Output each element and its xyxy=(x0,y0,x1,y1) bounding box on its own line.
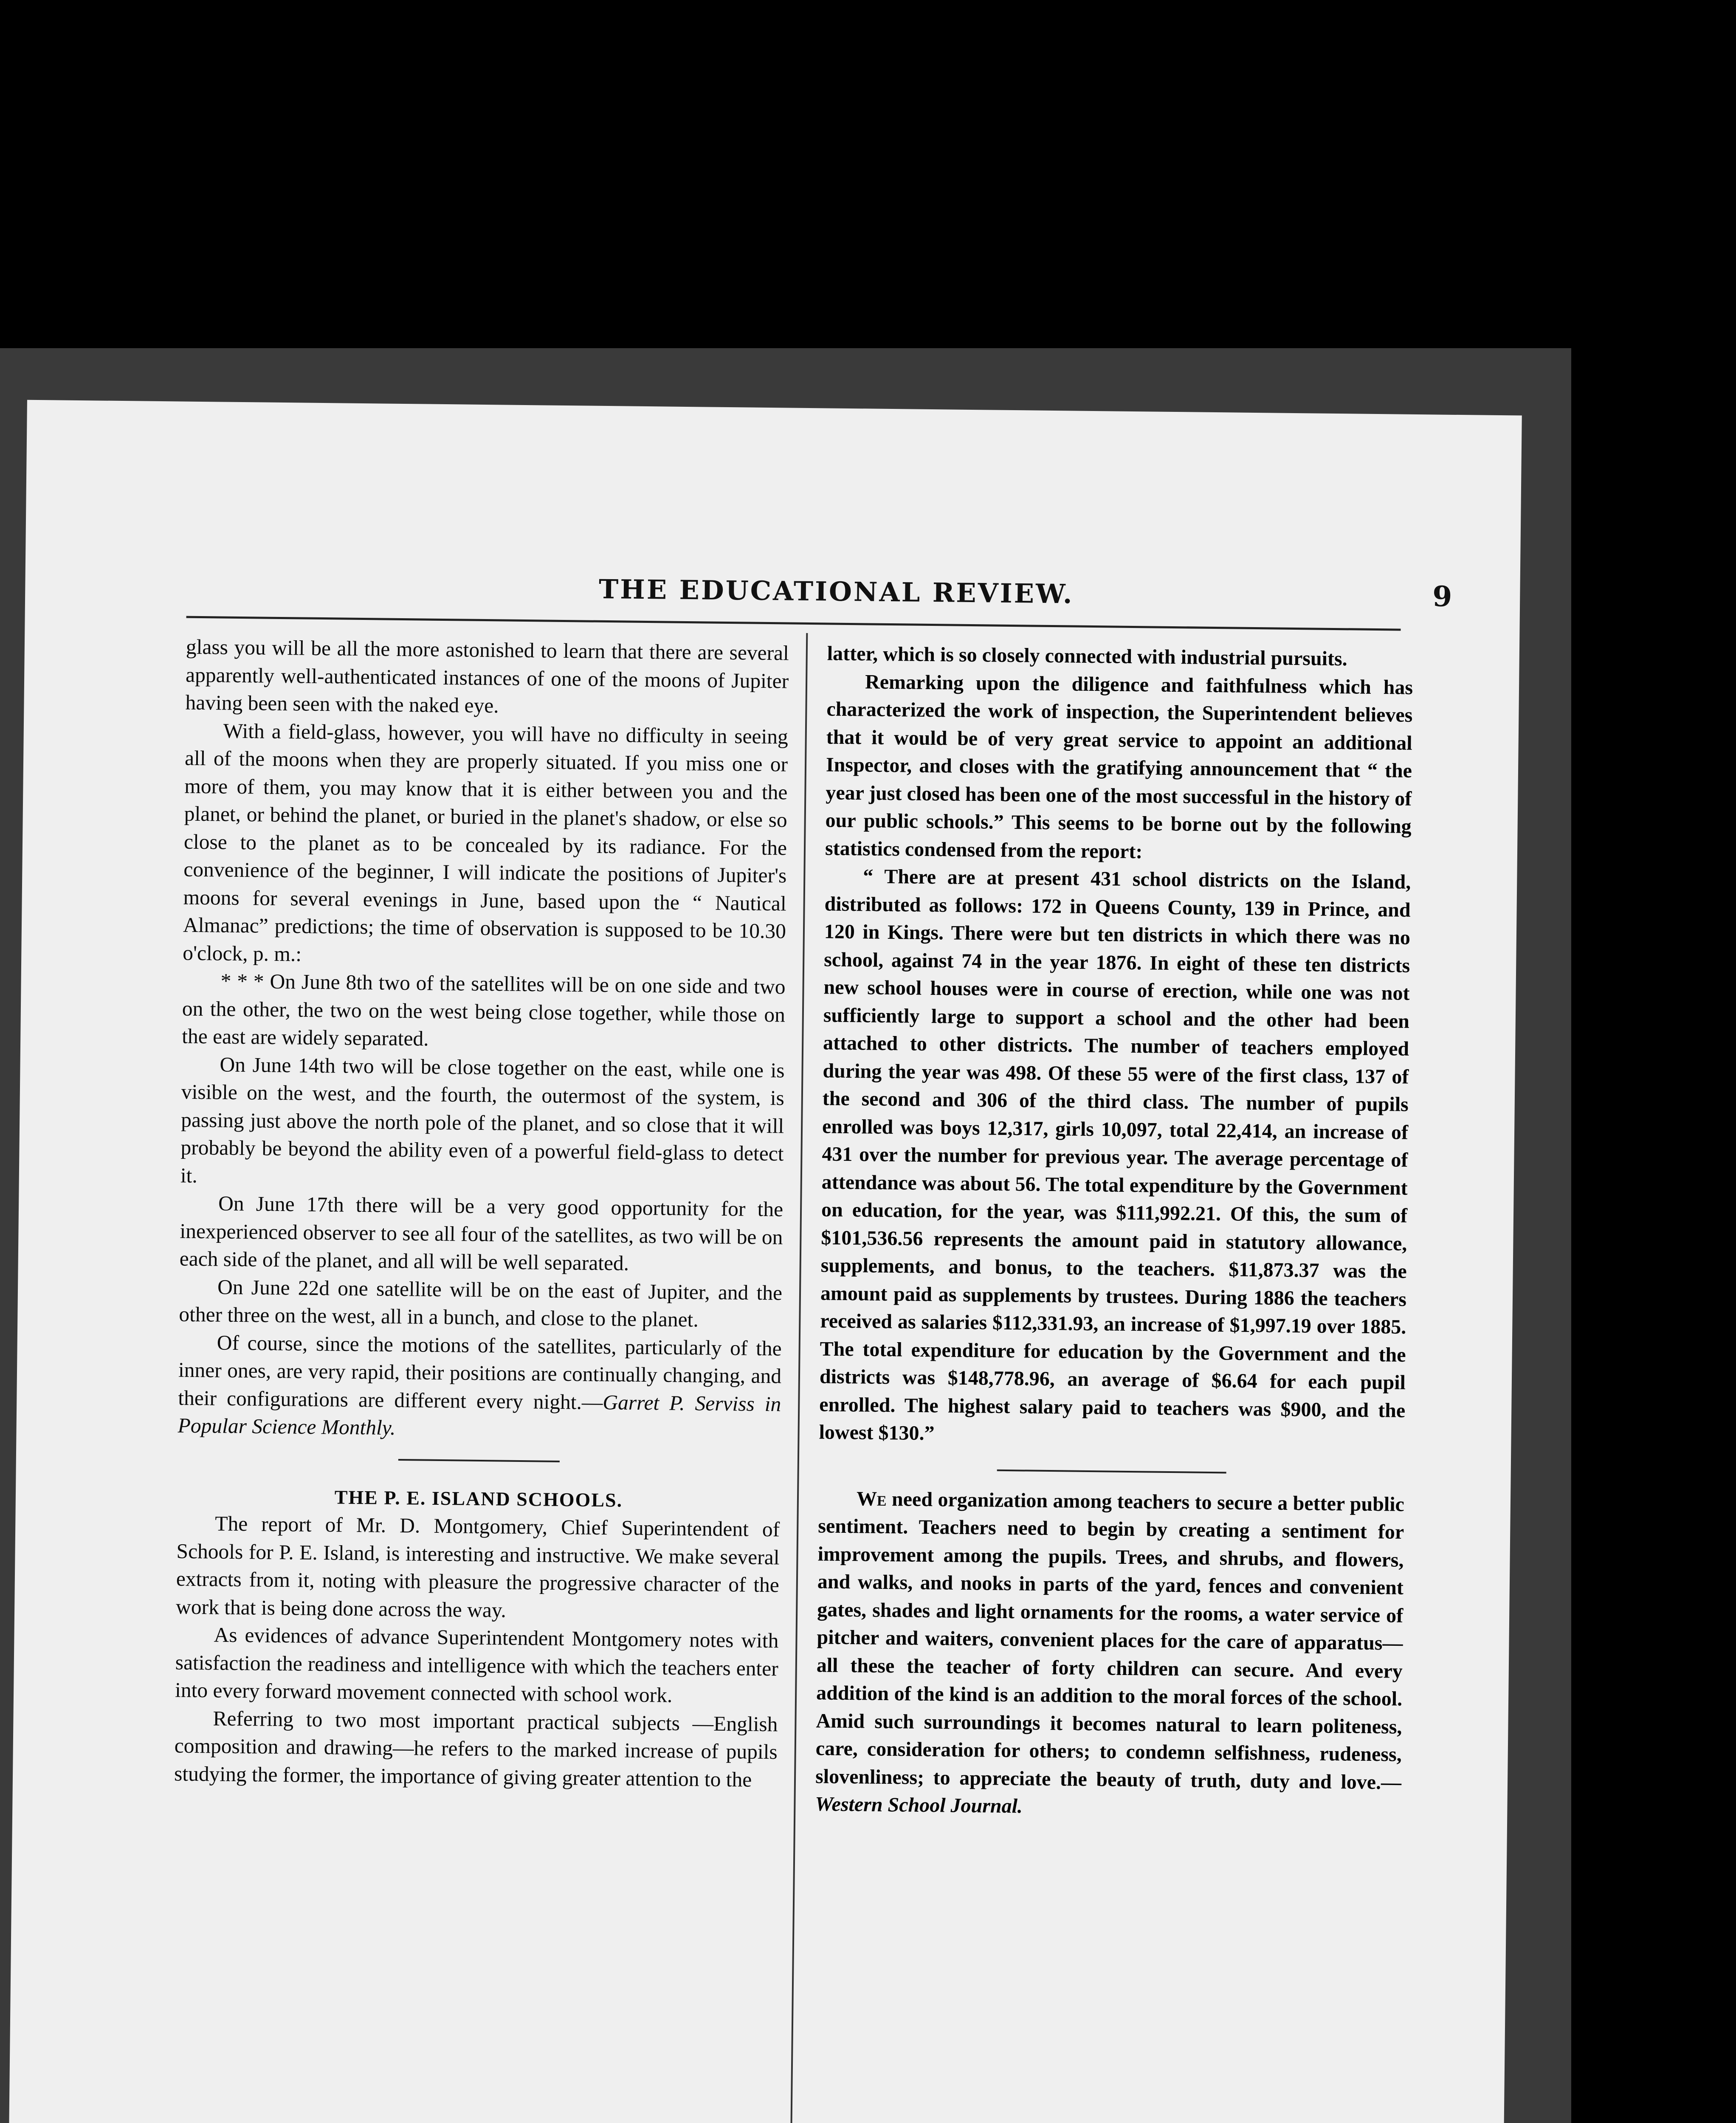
lead-word: We xyxy=(856,1487,887,1510)
paragraph: On June 22d one satellite will be on the east of Jupiter, and the other three on the west, all in a bunch, and close to the planet. xyxy=(179,1275,783,1332)
column-divider xyxy=(789,633,808,2123)
section-heading: THE P. E. ISLAND SCHOOLS. xyxy=(334,1486,623,1511)
attribution: Western School Journal. xyxy=(815,1793,1023,1818)
paragraph: The report of Mr. D. Montgomery, Chief Superintendent of Schools for P. E. Island, is interesting and instructive. We make several extracts from it, noting with pleasure the progressive character of the work that is being done across the way. xyxy=(175,1512,780,1622)
paragraph: On June 17th there will be a very good opportunity for the inexperienced observer to see all four of the satellites, as two will be on each side of the planet, and all will be well separated. xyxy=(179,1191,783,1275)
section-rule xyxy=(997,1469,1226,1473)
paragraph: Remarking upon the diligence and faithfulness which has characterized the work of inspection, the Superintendent believes that it would be of very great service to appoint an additional Inspector, and closes with the gratifying announcement that “ the year just closed has been one of the most successful in the history of our public schools.” This seems to be borne out by the following statistics condensed from the report: xyxy=(825,670,1413,863)
document-page xyxy=(7,400,1522,2123)
paragraph-text: Of course, since the motions of the satellites, particularly of the inner ones, are very rapid, their positions are continually changing, and their configurations are different every night.— xyxy=(178,1330,782,1414)
journal-title: THE EDUCATIONAL REVIEW. xyxy=(598,573,1074,610)
paragraph: latter, which is so closely connected with industrial pursuits. xyxy=(827,642,1348,670)
paragraph: On June 14th two will be close together on the east, while one is visible on the west, and the fourth, the outermost of the system, is passing just above the north pole of the planet, and so close that it will probably be beyond the ability even of a powerful field-glass to detect it. xyxy=(180,1053,785,1187)
paragraph: glass you will be all the more astonished to learn that there are several apparently well-authenticated instances of one of the moons of Jupiter having been seen with the naked eye. xyxy=(185,635,789,718)
attribution: Garret P. Serviss in Popular Science Monthly. xyxy=(178,1390,781,1439)
quoted-statistics: “ There are at present 431 school districts on the Island, distributed as follows: 172 in Queens County, 139 in Prince, and 120 in Kings. There were but ten districts in which there was no school, against 74 in the year 1876. In eight of these ten districts new school houses were in course of erection, while one was not sufficiently large to support a school and the other had been attached to other districts. The number of teachers employed during the year was 498. Of these 55 were of the first class, 137 of the second and 306 of the third class. The number of pupils enrolled was boys 12,317, girls 10,097, total 22,414, an increase of 431 over the number for previous year. The average percentage of attendance was about 56. The total expenditure by the Government on education, for the year, was $111,992.21. Of this, the sum of $101,536.56 represents the amount paid in statutory allowance, supplements, and bonus, to the teachers. $11,873.37 was the amount paid as supplements by trustees. During 1886 the teachers received as salaries $112,331.93, an increase of $1,997.19 over 1885. The total expenditure for education by the Government and the districts was $148,778.96, an average of $6.64 for each pupil enrolled. The highest salary paid to teachers was $900, and the lowest $130.” xyxy=(819,865,1411,1445)
right-column xyxy=(815,639,1413,1824)
page-header xyxy=(186,569,1486,621)
paragraph xyxy=(815,1484,1404,1824)
paragraph-text: need organization among teachers to secure a better public sentiment. Teachers need to begin by creating a sentiment for improvement among the pupils. Trees, and shrubs, and flowers, and walks, and nooks in parts of the yard, fences and convenient gates, shades and light ornaments for the rooms, a water service of pitcher and waiters, convenient places for the care of apparatus—all these the teacher of forty children can secure. And every addition of the kind is an addition to the moral forces of the school. Amid such surroundings it becomes natural to learn politeness, care, consideration for others; to condemn selfishness, rudeness, slovenliness; to appreciate the beauty of truth, duty and love.— xyxy=(815,1487,1405,1794)
page-number: 9 xyxy=(1432,580,1452,613)
paragraph: With a field-glass, however, you will have no difficulty in seeing all of the moons when they are properly situated. If you miss one or more of them, you may know that it is either between you and the planet, or behind the planet, or buried in the planet's shadow, or else so close to the planet as to be concealed by its radiance. For the convenience of the beginner, I will indicate the positions of Jupiter's moons for several evenings in June, based upon the “ Nautical Almanac” predictions; the time of observation is supposed to be 10.30 o'clock, p. m.: xyxy=(183,719,789,966)
paragraph: Referring to two most important practical subjects —English composition and drawing—he refers to the marked increase of pupils studying the former, the importance of giving greater attention to the xyxy=(174,1706,778,1791)
paragraph: As evidences of advance Superintendent Montgomery notes with satisfaction the readiness and intelligence with which the teachers enter into every forward movement connected with school work. xyxy=(175,1623,779,1707)
paragraph xyxy=(178,1328,782,1446)
section-rule xyxy=(398,1459,560,1462)
left-column xyxy=(174,633,789,1794)
paragraph: * * * On June 8th two of the satellites will be on one side and two on the other, the two on the west being close together, while those on the east are widely separated. xyxy=(182,969,786,1050)
